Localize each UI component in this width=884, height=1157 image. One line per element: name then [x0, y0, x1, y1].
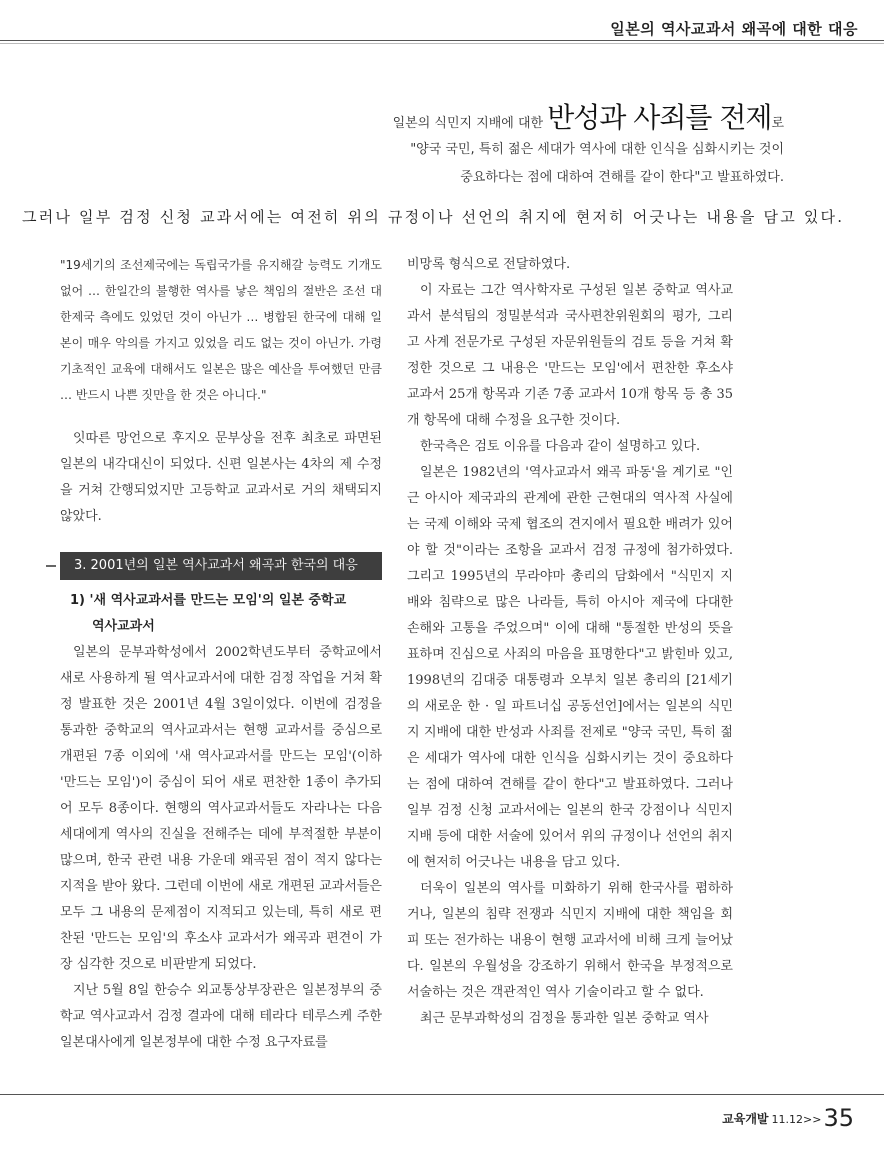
paragraph: 한국측은 검토 이유를 다음과 같이 설명하고 있다.: [420, 439, 701, 454]
header-rule: [0, 40, 884, 41]
pull-quote-line1: [364, 96, 784, 136]
left-column: [60, 252, 382, 1056]
paragraph: 더욱이 일본의 역사를 미화하기 위해 한국사를 폄하하거나, 일본의 침략 전쟁과 식민지 지배에 대한 책임을 회피 또는 전가하는 내용이 현행 교과서에 비해 크게 늘어났다. 일본의 우월성을 강조하기 위해서 한국을 부정적으로 서술하는 것은 객관적인 역사 기술이라고 할 수 없다.: [407, 881, 733, 1000]
block-quote: "19세기의 조선제국에는 독립국가를 유지해갈 능력도 기개도 없어 … 한일간의 불행한 역사를 낳은 책임의 절반은 조선 대한제국 측에도 있었던 것이 아닌가 … 병합된 한국에 대해 일본이 매우 악의를 가지고 있었을 리도 없는 것이 아닌가. 가령 기초적인 교육에 대해서도 일본은 많은 예산을 투여했던 만큼 … 반드시 나쁜 짓만을 한 것은 아니다.": [60, 258, 382, 402]
page-footer: [722, 1104, 854, 1132]
header-rule-secondary: [0, 43, 884, 44]
magazine-name: 교육개발: [722, 1112, 769, 1126]
pull-quote-tail: 로: [771, 116, 784, 131]
pull-quote: [364, 96, 784, 192]
paragraph: 이 자료는 그간 역사학자로 구성된 일본 중학교 역사교과서 분석팀의 정밀분석과 국사편찬위원회의 평가, 그리고 사계 전문가로 구성된 자문위원들의 검토 등을 거쳐 확정한 것으로 그 내용은 '만드는 모임'에서 편찬한 후소샤 교과서 25개 항목과 기존 7종 교과서 10개 항목 등 총 35개 항목에 대해 수정을 요구한 것이다.: [407, 283, 733, 428]
pull-quote-line2: "양국 국민, 특히 젊은 세대가 역사에 대한 인식을 심화시키는 것이: [410, 142, 784, 157]
paragraph: 잇따른 망언으로 후지오 문부상을 전후 최초로 파면된 일본의 내각대신이 되었다. 신편 일본사는 4차의 제 수정을 거쳐 간행되었지만 고등학교 교과서로 거의 채택되지 않았다.: [60, 431, 382, 524]
paragraph: 최근 문부과학성의 검정을 통과한 일본 중학교 역사: [420, 1011, 709, 1026]
right-column: [407, 252, 733, 1032]
page-number: 35: [823, 1104, 854, 1132]
subsection-heading-continued: 역사교과서: [92, 619, 155, 634]
paragraph: 일본의 문부과학성에서 2002학년도부터 중학교에서 새로 사용하게 될 역사교과서에 대한 검정 작업을 거쳐 확정 발표한 것은 2001년 4월 3일이었다. 이번에 검정을 통과한 중학교의 역사교과서는 현행 교과서를 중심으로 개편된 7종 이외에 '새 역사교과서를 만드는 모임'(이하 '만드는 모임')이 중심이 되어 새로 편찬한 1종이 추가되어 모두 8종이다. 현행의 역사교과서들도 자라나는 다음 세대에게 역사의 진실을 전해주는 데에 부적절한 부분이 많으며, 한국 관련 내용 가운데 왜곡된 점이 적지 않다는 지적을 받아 왔다. 그런데 이번에 새로 개편된 교과서들은 모두 그 내용의 문제점이 지적되고 있는데, 특히 새로 편찬된 '만드는 모임'의 후소샤 교과서가 왜곡과 편견이 가장 심각한 것으로 비판받게 되었다.: [60, 645, 382, 972]
section-heading: 3. 2001년의 일본 역사교과서 왜곡과 한국의 대응: [60, 552, 382, 580]
subsection-heading: 1) '새 역사교과서를 만드는 모임'의 일본 중학교: [70, 593, 347, 608]
pull-quote-line3: 중요하다는 점에 대하여 견해를 같이 한다"고 발표하였다.: [460, 170, 784, 185]
page-header: [0, 0, 884, 42]
lead-sentence: 그러나 일부 검정 신청 교과서에는 여전히 위의 규정이나 선언의 취지에 현저히 어긋나는 내용을 담고 있다.: [22, 208, 845, 226]
running-title: 일본의 역사교과서 왜곡에 대한 대응: [610, 20, 858, 38]
paragraph: 일본은 1982년의 '역사교과서 왜곡 파동'을 계기로 "인근 아시아 제국과의 관계에 관한 근현대의 역사적 사실에는 국제 이해와 국제 협조의 견지에서 필요한 배려가 있어야 할 것"이라는 조항을 교과서 검정 규정에 첨가하였다. 그리고 1995년의 무라야마 총리의 담화에서 "식민지 지배와 침략으로 많은 나라들, 특히 아시아 제국에 다대한 손해와 고통을 주었으며" 이에 대해 "통절한 반성의 뜻을 표하며 진심으로 사죄의 마음을 표명한다"고 밝힌바 있고, 1998년의 김대중 대통령과 오부치 일본 총리의 [21세기의 새로운 한 · 일 파트너십 공동선언]에서는 일본의 식민지 지배에 대한 반성과 사죄를 전제로 "양국 국민, 특히 젊은 세대가 역사에 대한 인식을 심화시키는 것이 중요하다는 점에 대하여 견해를 같이 한다"고 발표하였다. 그러나 일부 검정 신청 교과서에는 일본의 한국 강점이나 식민지 지배 등에 대한 서술에 있어서 위의 규정이나 선언의 취지에 현저히 어긋나는 내용을 담고 있다.: [407, 465, 733, 870]
issue-number: 11.12>>: [771, 1113, 822, 1126]
pull-quote-lead-text: 일본의 식민지 지배에 대한: [392, 116, 548, 131]
paragraph: 지난 5월 8일 한승수 외교통상부장관은 일본정부의 중학교 역사교과서 검정 결과에 대해 테라다 테루스케 주한 일본대사에게 일본정부에 대한 수정 요구자료를: [60, 983, 382, 1050]
paragraph: 비망록 형식으로 전달하였다.: [407, 257, 571, 272]
spacer: [60, 408, 382, 426]
footer-rule: [0, 1094, 884, 1095]
pull-quote-emphasis: 반성과 사죄를 전제: [547, 101, 772, 134]
